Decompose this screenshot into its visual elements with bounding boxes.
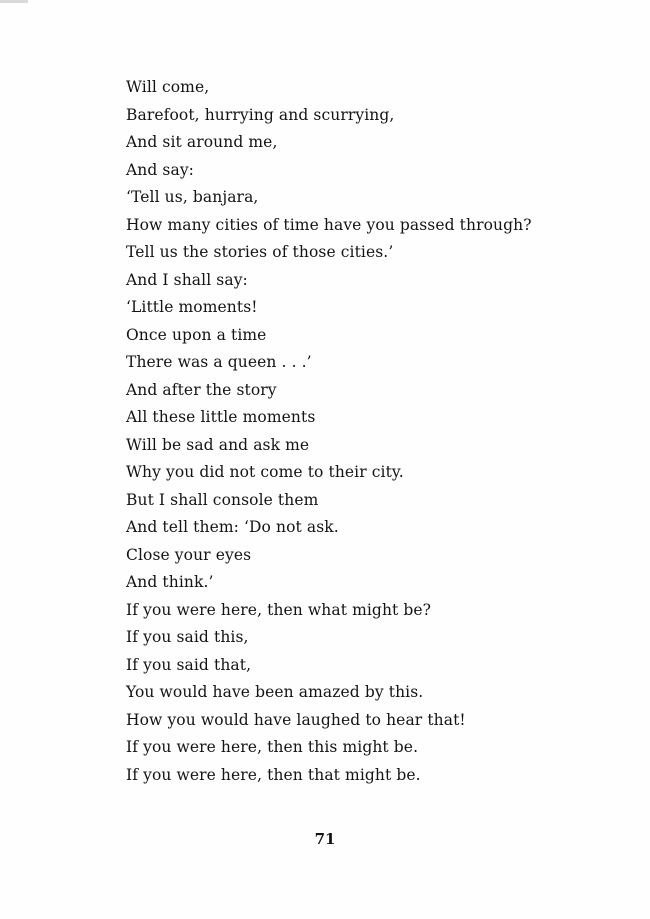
poem-line: ‘Tell us, banjara, bbox=[126, 188, 259, 206]
scan-edge-mark bbox=[0, 0, 28, 3]
poem-line: And think.’ bbox=[126, 573, 214, 591]
poem-line: And tell them: ‘Do not ask. bbox=[126, 518, 339, 536]
poem-line: And sit around me, bbox=[126, 133, 278, 151]
poem-line: If you said this, bbox=[126, 628, 249, 646]
poem-line: Will come, bbox=[126, 78, 210, 96]
page-number: 71 bbox=[314, 830, 336, 848]
poem-line: How you would have laughed to hear that! bbox=[126, 710, 466, 729]
poem-line: And after the story bbox=[126, 380, 277, 399]
poem-line: Why you did not come to their city. bbox=[126, 463, 404, 481]
poem-line: But I shall console them bbox=[126, 490, 319, 509]
poem-line: Close your eyes bbox=[126, 545, 252, 564]
poem-line: ‘Little moments! bbox=[126, 298, 258, 316]
poem-line: All these little moments bbox=[126, 408, 316, 426]
poem-line: If you said that, bbox=[126, 655, 252, 674]
poem-line: Tell us the stories of those cities.’ bbox=[126, 243, 394, 261]
poem-line: Will be sad and ask me bbox=[126, 435, 310, 454]
poem-line: If you were here, then what might be? bbox=[126, 600, 432, 619]
poem-line: And I shall say: bbox=[126, 270, 248, 289]
poem-line: Barefoot, hurrying and scurrying, bbox=[126, 105, 395, 124]
poem-line: If you were here, then this might be. bbox=[126, 738, 419, 756]
poem-text bbox=[126, 74, 606, 789]
poem-line: If you were here, then that might be. bbox=[126, 765, 421, 784]
poem-line: And say: bbox=[126, 160, 194, 179]
poem-line: There was a queen . . .’ bbox=[126, 353, 312, 371]
poem-line: Once upon a time bbox=[126, 325, 267, 344]
poem-line: You would have been amazed by this. bbox=[126, 683, 424, 701]
poem-line: How many cities of time have you passed through? bbox=[126, 215, 532, 234]
